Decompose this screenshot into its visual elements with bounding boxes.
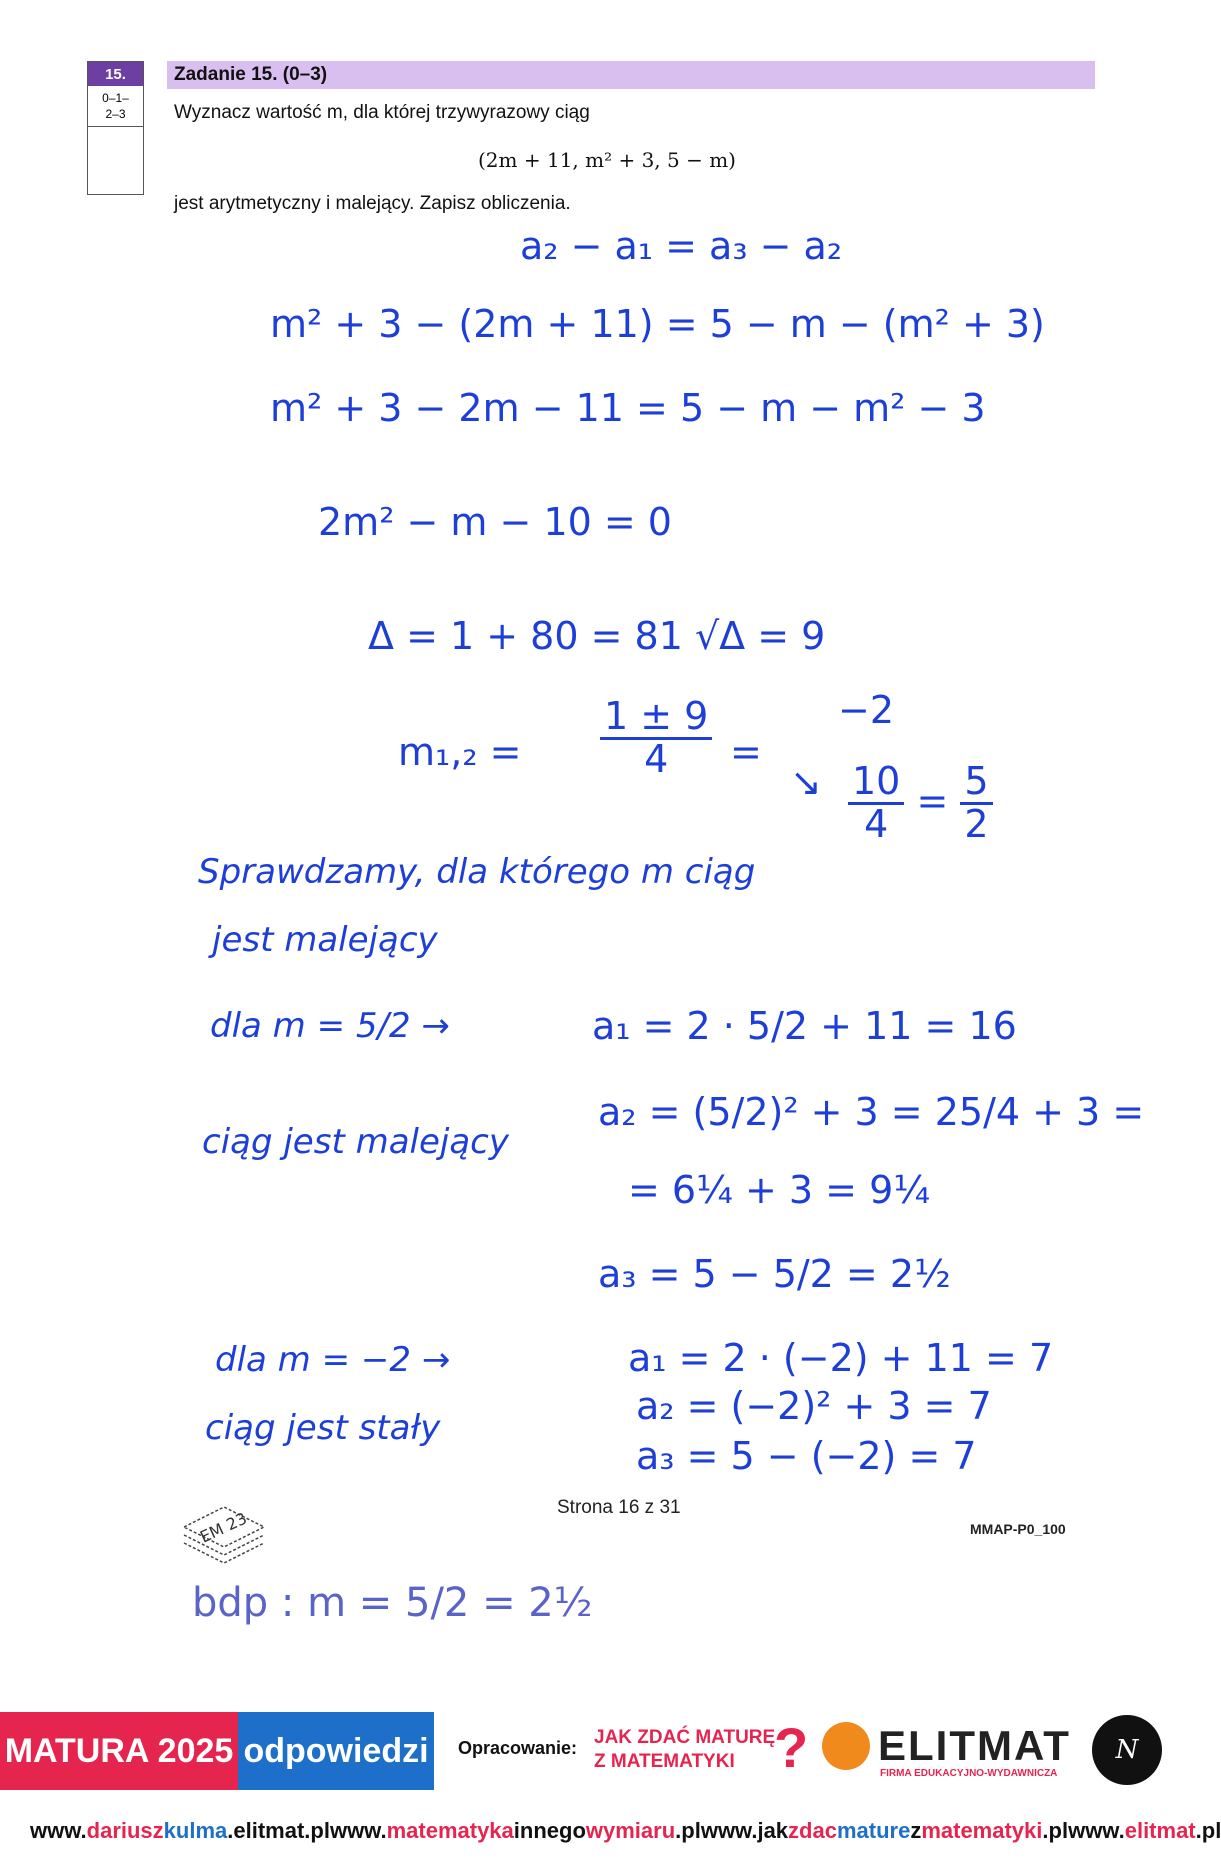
- solution-line-5: Δ = 1 + 80 = 81 √Δ = 9: [368, 614, 826, 658]
- root-2: $\frac{10}{4}$ = $\frac{5}{2}$: [848, 762, 993, 845]
- root-arrow: ↘: [790, 760, 822, 804]
- task-number: 15.: [88, 62, 143, 86]
- task-title: Zadanie 15. (0–3): [174, 64, 328, 85]
- solution-line-2: m² + 3 − (2m + 11) = 5 − m − (m² + 3): [270, 302, 1045, 346]
- page-number: Strona 16 z 31: [557, 1497, 681, 1518]
- solution-line-3: m² + 3 − 2m − 11 = 5 − m − m² − 3: [270, 386, 986, 430]
- roots-label: m₁,₂ =: [398, 730, 522, 774]
- link-jakzdacmature[interactable]: www.jakzdacmaturezmatematyki.pl: [700, 1818, 1069, 1843]
- root-1: −2: [838, 688, 895, 732]
- prepared-by-label: Opracowanie:: [458, 1738, 578, 1758]
- link-dariuszkulma[interactable]: www.dariuszkulma.elitmat.pl: [30, 1818, 330, 1843]
- roots-fraction: $\frac{1 \pm 9}{4}$: [600, 697, 712, 780]
- answers-badge: odpowiedzi: [238, 1712, 434, 1790]
- solution-line-4: 2m² − m − 10 = 0: [318, 500, 672, 544]
- elitmat-logo-icon: [822, 1722, 870, 1770]
- case2-label: dla m = −2 →: [215, 1340, 451, 1380]
- task-number-box: [87, 61, 144, 195]
- task-formula: (2m + 11, m² + 3, 5 − m): [478, 148, 736, 172]
- exam-stamp-icon: [178, 1497, 270, 1559]
- question-mark-icon: ?: [774, 1716, 809, 1779]
- case2-a2: a₂ = (−2)² + 3 = 7: [636, 1384, 992, 1428]
- task-text-line2: jest arytmetyczny i malejący. Zapisz obliczenia.: [174, 193, 571, 214]
- elitmat-subtitle: FIRMA EDUKACYJNO-WYDAWNICZA: [880, 1768, 1058, 1779]
- case1-label: dla m = 5/2 →: [210, 1006, 450, 1046]
- solution-line-1: a₂ − a₁ = a₃ − a₂: [520, 224, 843, 268]
- case1-note: ciąg jest malejący: [202, 1122, 509, 1162]
- case2-a3: a₃ = 5 − (−2) = 7: [636, 1434, 977, 1478]
- case1-a1: a₁ = 2 · 5/2 + 11 = 16: [592, 1004, 1017, 1048]
- link-matematykainnegowymiaru[interactable]: www.matematykainnegowymiaru.pl: [329, 1818, 701, 1843]
- case1-a2-cont: = 6¼ + 3 = 9¼: [628, 1168, 931, 1212]
- case1-a3: a₃ = 5 − 5/2 = 2½: [598, 1252, 951, 1296]
- svg-text:EM 23: EM 23: [196, 1508, 250, 1547]
- elitmat-logo-text: ELITMAT: [878, 1722, 1071, 1769]
- nmat-logo-icon: N: [1092, 1715, 1162, 1785]
- points-scale: 0–1– 2–3: [88, 86, 143, 127]
- task-text-line1: Wyznacz wartość m, dla której trzywyrazowy ciąg: [174, 102, 590, 123]
- exam-code: MMAP-P0_100: [970, 1521, 1066, 1537]
- footer-links: [30, 1818, 1221, 1844]
- case2-note: ciąg jest stały: [205, 1408, 441, 1448]
- check-line-2: jest malejący: [212, 920, 438, 960]
- case1-a2: a₂ = (5/2)² + 3 = 25/4 + 3 =: [598, 1090, 1145, 1134]
- matura-badge: MATURA 2025: [0, 1712, 238, 1790]
- roots-equals: =: [730, 730, 762, 774]
- case2-a1: a₁ = 2 · (−2) + 11 = 7: [628, 1336, 1054, 1380]
- link-elitmat[interactable]: www.elitmat.pl: [1068, 1818, 1221, 1843]
- jak-zdac-logo: JAK ZDAĆ MATURĘ Z MATEMATYKI: [594, 1727, 776, 1772]
- check-line-1: Sprawdzamy, dla którego m ciąg: [198, 852, 756, 892]
- final-answer: bdp : m = 5/2 = 2½: [192, 1580, 593, 1626]
